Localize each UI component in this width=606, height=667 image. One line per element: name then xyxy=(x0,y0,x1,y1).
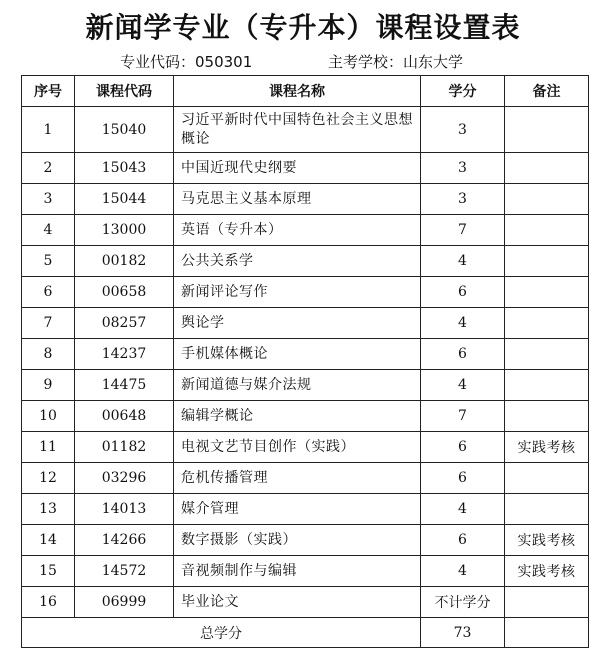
cell-note xyxy=(505,184,589,215)
cell-note xyxy=(505,277,589,308)
cell-credit: 4 xyxy=(421,494,505,525)
cell-name: 新闻道德与媒介法规 xyxy=(174,370,421,401)
cell-credit: 3 xyxy=(421,153,505,184)
table-row xyxy=(22,308,589,339)
cell-code: 14572 xyxy=(75,556,174,587)
table-row xyxy=(22,277,589,308)
cell-code: 00648 xyxy=(75,401,174,432)
total-note xyxy=(505,618,589,648)
cell-note xyxy=(505,494,589,525)
header-note: 备注 xyxy=(505,76,589,107)
cell-note: 实践考核 xyxy=(505,525,589,556)
cell-credit: 7 xyxy=(421,215,505,246)
cell-code: 08257 xyxy=(75,308,174,339)
total-label: 总学分 xyxy=(22,618,421,648)
table-row xyxy=(22,525,589,556)
cell-credit: 6 xyxy=(421,525,505,556)
cell-name: 习近平新时代中国特色社会主义思想概论 xyxy=(174,107,421,153)
cell-seq: 12 xyxy=(22,463,75,494)
cell-note xyxy=(505,107,589,153)
cell-note: 实践考核 xyxy=(505,432,589,463)
cell-seq: 13 xyxy=(22,494,75,525)
cell-seq: 15 xyxy=(22,556,75,587)
table-row xyxy=(22,494,589,525)
header-code: 课程代码 xyxy=(75,76,174,107)
cell-code: 00182 xyxy=(75,246,174,277)
cell-name: 毕业论文 xyxy=(174,587,421,618)
cell-credit: 4 xyxy=(421,556,505,587)
cell-note xyxy=(505,401,589,432)
table-row xyxy=(22,370,589,401)
cell-code: 15040 xyxy=(75,107,174,153)
cell-credit: 6 xyxy=(421,432,505,463)
cell-note xyxy=(505,153,589,184)
cell-seq: 14 xyxy=(22,525,75,556)
cell-credit: 6 xyxy=(421,463,505,494)
table-row xyxy=(22,401,589,432)
cell-note xyxy=(505,246,589,277)
table-header-row xyxy=(22,76,589,107)
cell-seq: 6 xyxy=(22,277,75,308)
cell-name: 公共关系学 xyxy=(174,246,421,277)
major-code: 专业代码：050301 xyxy=(120,53,253,71)
cell-credit: 6 xyxy=(421,277,505,308)
cell-code: 00658 xyxy=(75,277,174,308)
total-value: 73 xyxy=(421,618,505,648)
table-row xyxy=(22,587,589,618)
cell-name: 英语（专升本） xyxy=(174,215,421,246)
cell-name: 马克思主义基本原理 xyxy=(174,184,421,215)
cell-note xyxy=(505,339,589,370)
table-row xyxy=(22,246,589,277)
cell-name: 手机媒体概论 xyxy=(174,339,421,370)
header-seq: 序号 xyxy=(22,76,75,107)
examining-school: 主考学校：山东大学 xyxy=(328,53,464,71)
cell-credit: 4 xyxy=(421,370,505,401)
cell-note xyxy=(505,587,589,618)
header-credit: 学分 xyxy=(421,76,505,107)
cell-note: 实践考核 xyxy=(505,556,589,587)
table-row xyxy=(22,556,589,587)
table-row xyxy=(22,184,589,215)
cell-seq: 4 xyxy=(22,215,75,246)
cell-name: 电视文艺节目创作（实践） xyxy=(174,432,421,463)
cell-name: 危机传播管理 xyxy=(174,463,421,494)
cell-credit: 3 xyxy=(421,184,505,215)
table-row xyxy=(22,107,589,153)
total-row xyxy=(22,618,589,648)
cell-name: 媒介管理 xyxy=(174,494,421,525)
cell-seq: 11 xyxy=(22,432,75,463)
cell-credit: 不计学分 xyxy=(421,587,505,618)
cell-name: 中国近现代史纲要 xyxy=(174,153,421,184)
table-row xyxy=(22,215,589,246)
cell-seq: 3 xyxy=(22,184,75,215)
cell-seq: 7 xyxy=(22,308,75,339)
cell-credit: 6 xyxy=(421,339,505,370)
cell-credit: 3 xyxy=(421,107,505,153)
cell-seq: 1 xyxy=(22,107,75,153)
cell-name: 新闻评论写作 xyxy=(174,277,421,308)
cell-code: 03296 xyxy=(75,463,174,494)
cell-name: 舆论学 xyxy=(174,308,421,339)
table-row xyxy=(22,463,589,494)
cell-seq: 8 xyxy=(22,339,75,370)
cell-name: 音视频制作与编辑 xyxy=(174,556,421,587)
table-row xyxy=(22,153,589,184)
cell-note xyxy=(505,215,589,246)
page-title: 新闻学专业（专升本）课程设置表 xyxy=(85,11,521,44)
cell-seq: 9 xyxy=(22,370,75,401)
cell-name: 编辑学概论 xyxy=(174,401,421,432)
course-table xyxy=(21,75,589,648)
cell-credit: 4 xyxy=(421,246,505,277)
cell-seq: 5 xyxy=(22,246,75,277)
cell-seq: 16 xyxy=(22,587,75,618)
cell-code: 14013 xyxy=(75,494,174,525)
cell-code: 15043 xyxy=(75,153,174,184)
cell-credit: 7 xyxy=(421,401,505,432)
cell-code: 14266 xyxy=(75,525,174,556)
cell-note xyxy=(505,308,589,339)
cell-name: 数字摄影（实践） xyxy=(174,525,421,556)
cell-seq: 10 xyxy=(22,401,75,432)
cell-note xyxy=(505,463,589,494)
table-row xyxy=(22,432,589,463)
cell-seq: 2 xyxy=(22,153,75,184)
table-row xyxy=(22,339,589,370)
cell-code: 13000 xyxy=(75,215,174,246)
cell-code: 06999 xyxy=(75,587,174,618)
cell-code: 01182 xyxy=(75,432,174,463)
subtitle xyxy=(0,50,606,74)
cell-code: 15044 xyxy=(75,184,174,215)
cell-code: 14237 xyxy=(75,339,174,370)
cell-note xyxy=(505,370,589,401)
cell-code: 14475 xyxy=(75,370,174,401)
cell-credit: 4 xyxy=(421,308,505,339)
header-name: 课程名称 xyxy=(174,76,421,107)
